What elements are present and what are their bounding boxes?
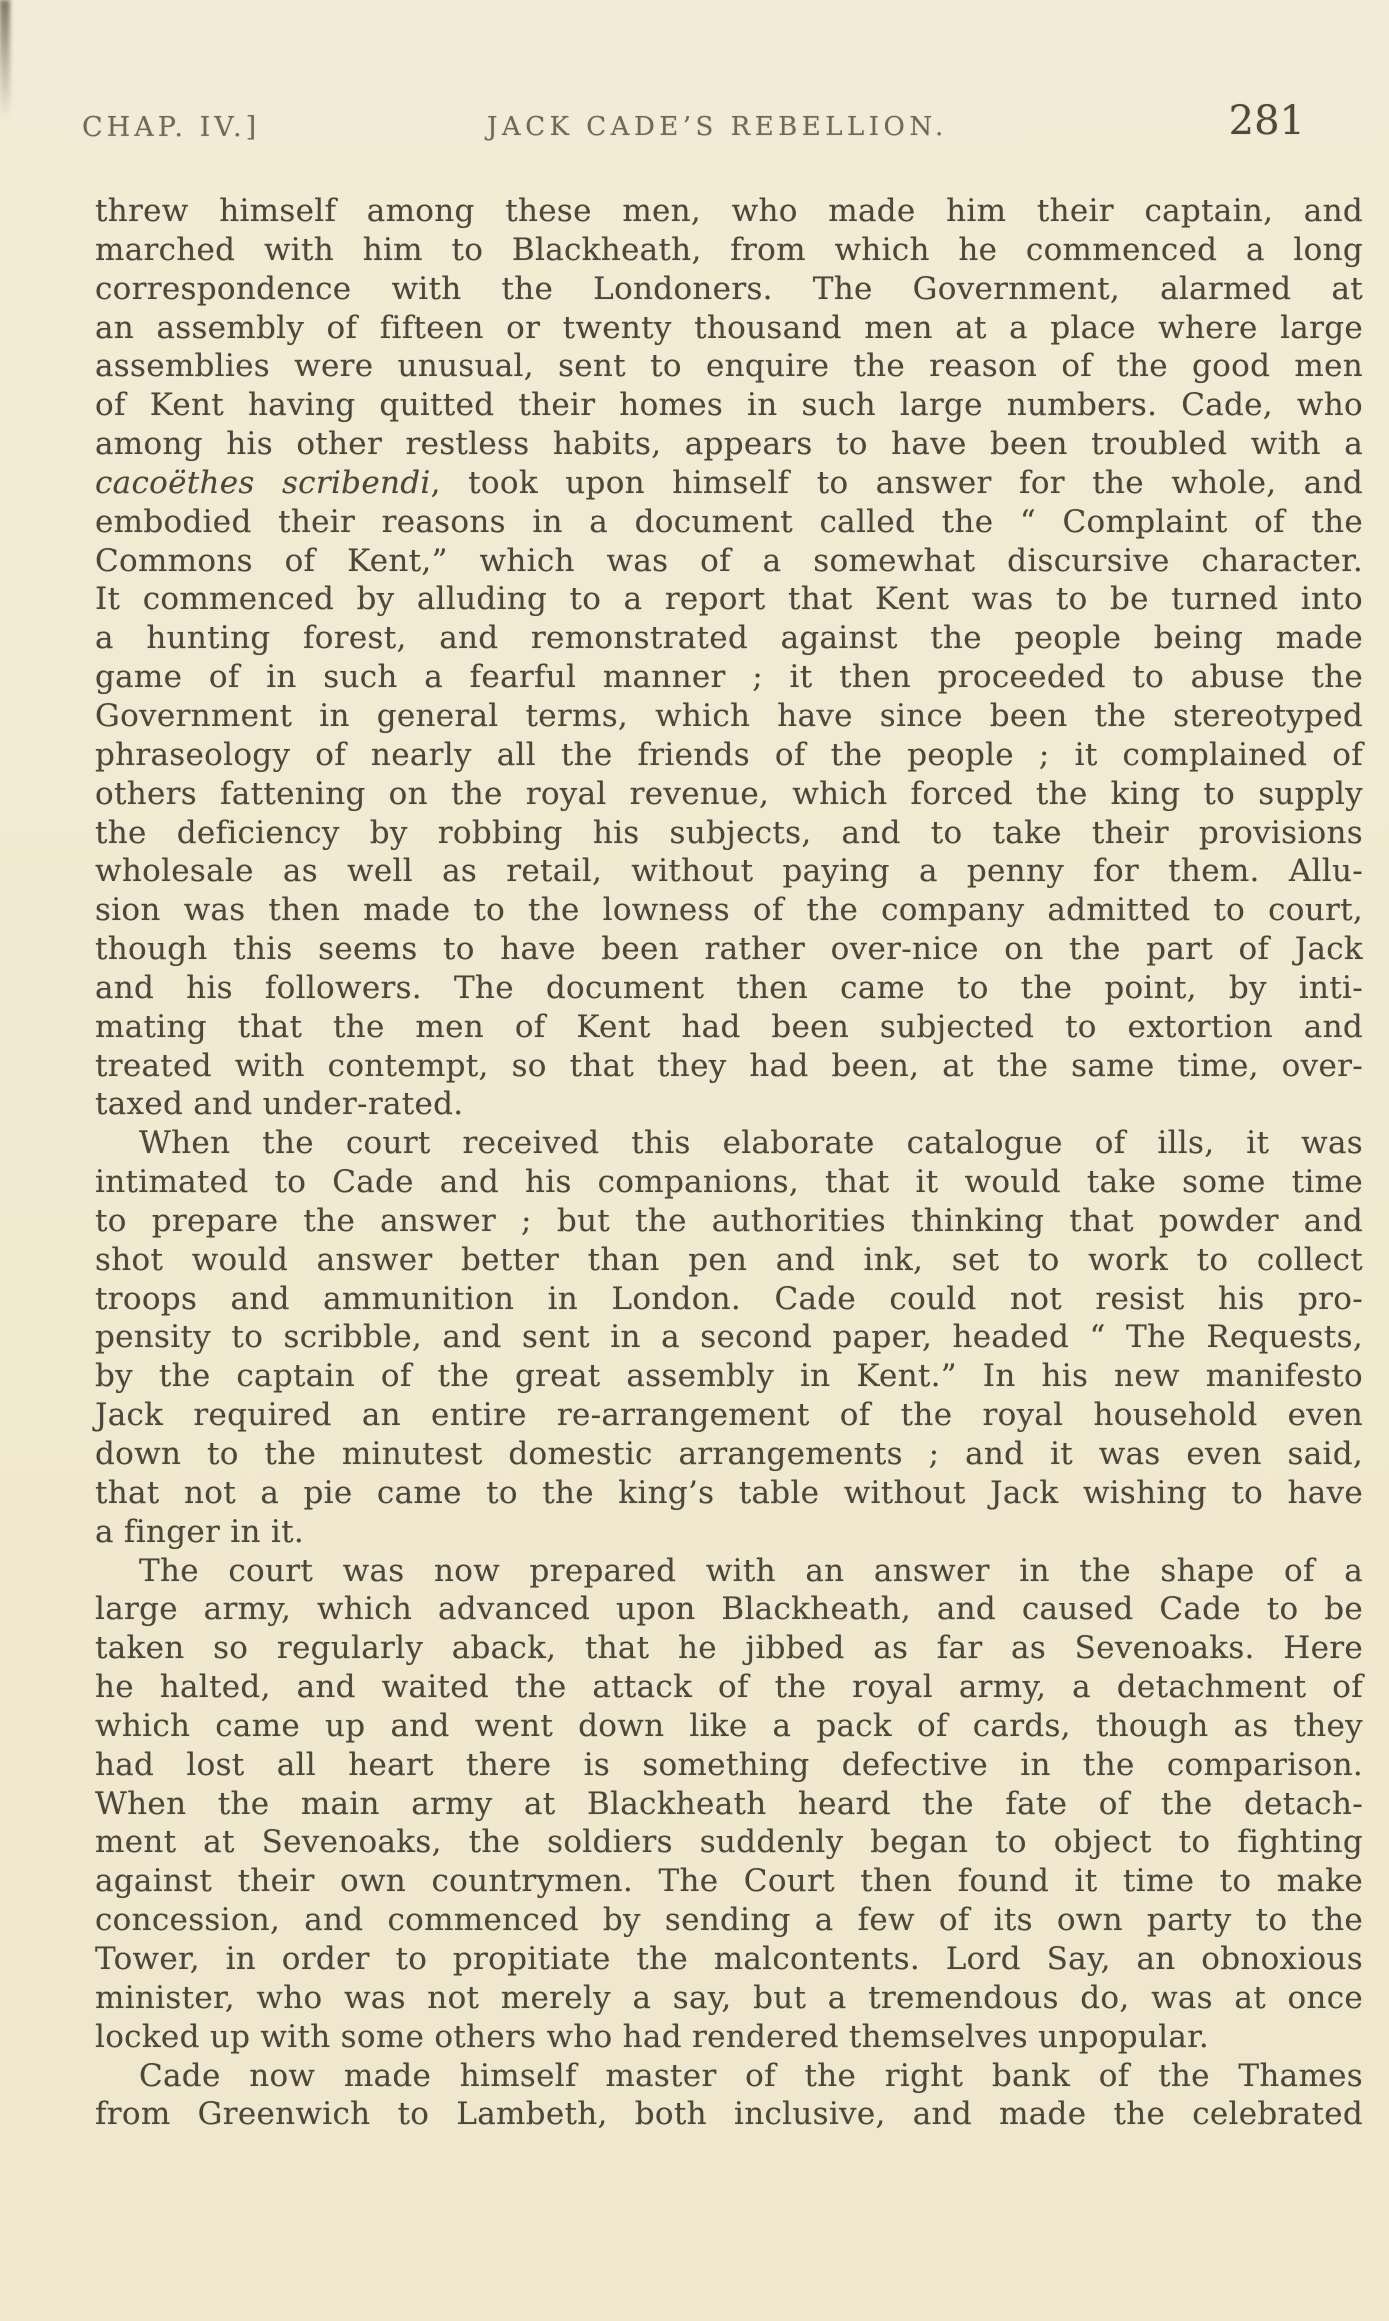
text-segment: others fattening on the royal revenue, which forced the king to supply bbox=[95, 775, 1363, 812]
text-line bbox=[95, 1474, 1363, 1513]
text-segment: mating that the men of Kent had been subjected to extortion and bbox=[95, 1008, 1363, 1045]
text-segment: Commons of Kent,” which was of a somewhat discursive character. bbox=[95, 542, 1363, 579]
text-segment: Jack required an entire re-arrangement of the royal household even bbox=[95, 1397, 1363, 1434]
text-segment: and his followers. The document then came to the point, by inti- bbox=[95, 969, 1363, 1006]
text-segment: correspondence with the Londoners. The Government, alarmed at bbox=[95, 270, 1363, 307]
text-line bbox=[95, 1668, 1363, 1707]
text-segment: against their own countrymen. The Court then found it time to make bbox=[95, 1863, 1363, 1900]
text-segment: among his other restless habits, appears to have been troubled with a bbox=[95, 426, 1363, 463]
text-line bbox=[95, 270, 1363, 309]
text-segment: It commenced by alluding to a report that Kent was to be turned into bbox=[95, 581, 1363, 618]
text-line bbox=[95, 930, 1363, 969]
text-segment: When the main army at Blackheath heard the fate of the detach- bbox=[95, 1785, 1363, 1822]
text-segment: taken so regularly aback, that he jibbed as far as Sevenoaks. Here bbox=[95, 1630, 1363, 1667]
paragraph bbox=[95, 1552, 1363, 2057]
text-segment: assemblies were unusual, sent to enquire the reason of the good men bbox=[95, 348, 1363, 385]
text-segment: a hunting forest, and remonstrated against the people being made bbox=[95, 620, 1363, 657]
text-line bbox=[95, 1785, 1363, 1824]
text-line bbox=[95, 1280, 1363, 1319]
text-line bbox=[95, 1241, 1363, 1280]
text-segment: Cade now made himself master of the right bank of the Thames bbox=[139, 2057, 1363, 2094]
text-line bbox=[95, 1124, 1363, 1163]
text-line bbox=[95, 1163, 1363, 1202]
text-line bbox=[95, 2095, 1363, 2134]
text-line bbox=[95, 852, 1363, 891]
italic-phrase: cacoëthes scribendi bbox=[95, 464, 431, 501]
text-segment: a finger in it. bbox=[95, 1513, 305, 1550]
text-segment: from Greenwich to Lambeth, both inclusive, and made the celebrated bbox=[95, 2096, 1363, 2133]
text-segment: intimated to Cade and his companions, that it would take some time bbox=[95, 1164, 1363, 1201]
page-header bbox=[0, 0, 1389, 170]
text-segment: embodied their reasons in a document called the “ Complaint of the bbox=[95, 503, 1363, 540]
text-segment: pensity to scribble, and sent in a second paper, headed “ The Requests, bbox=[95, 1319, 1363, 1356]
text-line bbox=[95, 1318, 1363, 1357]
text-segment: concession, and commenced by sending a few of its own party to the bbox=[95, 1902, 1363, 1939]
text-line bbox=[95, 580, 1363, 619]
text-line bbox=[95, 425, 1363, 464]
text-segment: ment at Sevenoaks, the soldiers suddenly began to object to fighting bbox=[95, 1824, 1363, 1861]
text-segment: to prepare the answer ; but the authorities thinking that powder and bbox=[95, 1202, 1363, 1239]
page-number: 281 bbox=[1228, 98, 1305, 144]
text-segment: Tower, in order to propitiate the malcontents. Lord Say, an obnoxious bbox=[95, 1940, 1363, 1977]
text-line bbox=[95, 1746, 1363, 1785]
text-line bbox=[95, 1940, 1363, 1979]
text-segment: wholesale as well as retail, without paying a penny for them. Allu- bbox=[95, 853, 1363, 890]
text-line bbox=[95, 891, 1363, 930]
text-segment: that not a pie came to the king’s table without Jack wishing to have bbox=[95, 1474, 1363, 1511]
text-line bbox=[95, 231, 1363, 270]
text-line bbox=[95, 1590, 1363, 1629]
text-line bbox=[95, 1707, 1363, 1746]
text-segment: had lost all heart there is something defective in the comparison. bbox=[95, 1746, 1363, 1783]
text-line bbox=[95, 1396, 1363, 1435]
text-line bbox=[95, 1513, 1363, 1552]
text-line bbox=[95, 464, 1363, 503]
text-segment: taxed and under-rated. bbox=[95, 1086, 464, 1123]
text-segment: marched with him to Blackheath, from which he commenced a long bbox=[95, 231, 1363, 268]
text-segment: threw himself among these men, who made him their captain, and bbox=[95, 193, 1363, 229]
text-line bbox=[95, 1202, 1363, 1241]
text-segment: The court was now prepared with an answer in the shape of a bbox=[139, 1552, 1363, 1589]
text-segment: of Kent having quitted their homes in such large numbers. Cade, who bbox=[95, 387, 1363, 424]
text-line bbox=[95, 1085, 1363, 1124]
text-segment: which came up and went down like a pack of cards, though as they bbox=[95, 1707, 1363, 1744]
text-segment: When the court received this elaborate catalogue of ills, it was bbox=[139, 1125, 1363, 1162]
text-line bbox=[95, 1552, 1363, 1591]
text-line bbox=[95, 309, 1363, 348]
text-line bbox=[95, 736, 1363, 775]
text-line bbox=[95, 1008, 1363, 1047]
text-segment: phraseology of nearly all the friends of the people ; it complained of bbox=[95, 736, 1363, 773]
chapter-label: CHAP. IV.] bbox=[82, 112, 261, 143]
text-segment: Government in general terms, which have since been the stereotyped bbox=[95, 697, 1363, 734]
text-segment: sion was then made to the lowness of the company admitted to court, bbox=[95, 892, 1363, 929]
text-line bbox=[95, 2018, 1363, 2057]
paragraph bbox=[95, 1124, 1363, 1551]
text-line bbox=[95, 1901, 1363, 1940]
body-text bbox=[95, 192, 1363, 2134]
text-segment: down to the minutest domestic arrangements ; and it was even said, bbox=[95, 1436, 1363, 1472]
text-line bbox=[95, 619, 1363, 658]
text-line bbox=[95, 192, 1363, 231]
paragraph bbox=[95, 2057, 1363, 2135]
text-line bbox=[95, 1435, 1363, 1474]
text-line bbox=[95, 503, 1363, 542]
text-segment: troops and ammunition in London. Cade could not resist his pro- bbox=[95, 1280, 1363, 1317]
text-segment: though this seems to have been rather over-nice on the part of Jack bbox=[95, 931, 1363, 968]
text-line bbox=[95, 658, 1363, 697]
text-segment: he halted, and waited the attack of the royal army, a detachment of bbox=[95, 1669, 1363, 1706]
text-line bbox=[95, 1047, 1363, 1086]
text-line bbox=[95, 2057, 1363, 2096]
text-line bbox=[95, 814, 1363, 853]
text-segment: locked up with some others who had rendered themselves unpopular. bbox=[95, 2018, 1210, 2055]
text-line bbox=[95, 1629, 1363, 1668]
text-segment: an assembly of fifteen or twenty thousand men at a place where large bbox=[95, 309, 1363, 346]
text-segment: treated with contempt, so that they had been, at the same time, over- bbox=[95, 1047, 1363, 1084]
text-line bbox=[95, 697, 1363, 736]
text-segment: by the captain of the great assembly in Kent.” In his new manifesto bbox=[95, 1358, 1363, 1395]
text-line bbox=[95, 1979, 1363, 2018]
text-segment: the deficiency by robbing his subjects, and to take their provisions bbox=[95, 814, 1363, 851]
text-line bbox=[95, 542, 1363, 581]
text-line bbox=[95, 1357, 1363, 1396]
text-segment: game of in such a fearful manner ; it then proceeded to abuse the bbox=[95, 659, 1363, 696]
text-segment: , took upon himself to answer for the whole, and bbox=[430, 464, 1363, 501]
text-line bbox=[95, 775, 1363, 814]
text-segment: large army, which advanced upon Blackheath, and caused Cade to be bbox=[95, 1591, 1363, 1628]
paragraph bbox=[95, 192, 1363, 1124]
text-line bbox=[95, 1862, 1363, 1901]
text-line bbox=[95, 386, 1363, 425]
text-segment: shot would answer better than pen and ink, set to work to collect bbox=[95, 1241, 1363, 1278]
text-segment: minister, who was not merely a say, but a tremendous do, was at once bbox=[95, 1979, 1363, 2016]
text-line bbox=[95, 347, 1363, 386]
text-line bbox=[95, 969, 1363, 1008]
running-title: JACK CADE’S REBELLION. bbox=[487, 112, 948, 142]
text-line bbox=[95, 1823, 1363, 1862]
